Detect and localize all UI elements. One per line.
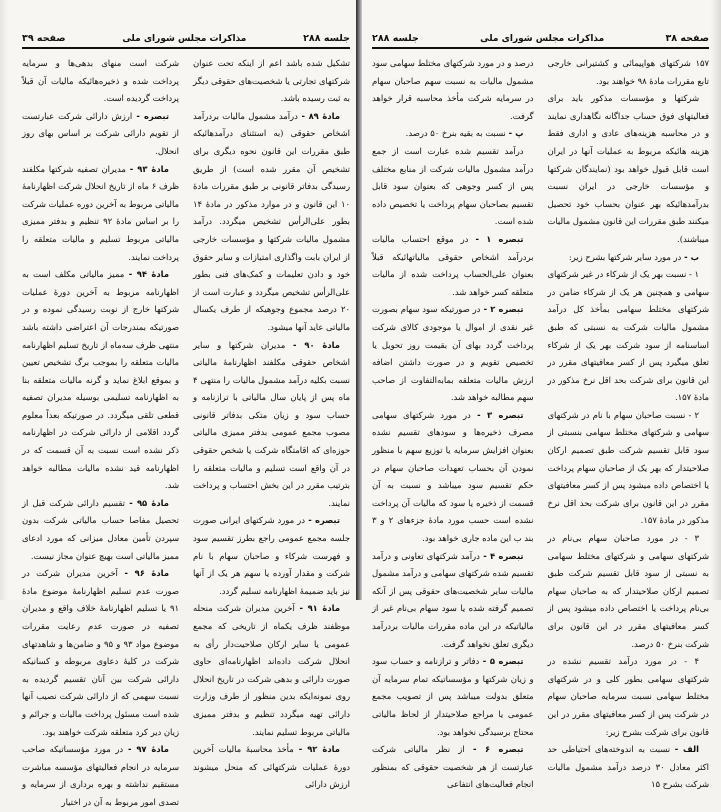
note-5: تبصره ۵ - دفاتر و ترازنامه و حساب سود و زیان شرکتها و مؤسساتیکه تمام سرمایه آن متعلق بدولت میباشد پس از تصویب مجمع عمومی یا مراجع صلاحیتدار از لحاظ مالیاتی محتاج برسیدگی نخواهد بود.: [372, 656, 534, 737]
note-1: تبصره ۱ - در موقع احتساب مالیات بردرآمد اشخاص حقوقی مالیاتهائیکه قبلاً بعنوان علی‌الحساب پرداخت شده از مالیات متعلقه کسر خواهد شد.: [372, 233, 534, 297]
page-number: صفحه ۳۹: [22, 33, 66, 44]
page-edge-shadow: [711, 0, 721, 600]
text-columns: [22, 55, 350, 812]
page-edge-shadow: [0, 0, 8, 600]
article-95: مادهٔ ۹۵ - تقسیم دارائی شرکت قبل از تحصیل مفاصا حساب مالیاتی شرکت بدون سپردن تأمین معادل میزانی که مورد ادعای ممیز مالیاتی است بهیچ عنوان مجاز نیست.: [22, 497, 179, 561]
session-label: جلسه ۲۸۸: [303, 33, 350, 44]
subclause-3: ۳ - در مورد صاحبان سهام بی‌نام در شرکتهای سهامی و شرکتهای مختلط سهامی به نسبتی از سود قابل تقسیم شرکت طبق تصمیم ارکان صلاحیتدار که به صاحبان سهام بی‌نام پرداخت یا اختصاص داده میشود پس از کسر معافیتهای مقرر در این قانون برای شرکت بنرخ ۵۰ درصد.: [547, 533, 709, 649]
session-label: جلسه ۲۸۸: [372, 33, 419, 44]
paragraph: درصد و در مورد شرکتهای مختلط سهامی سود مشمول مالیات به نسبت سهم صاحبان سهام در سرمایه شرکت مأخذ محاسبه قرار خواهد گرفت.: [372, 58, 534, 121]
article-91: مادهٔ ۹۱ - آخرین مدیران شرکت منحله موظفند ظرف یکماه از تاریخی که مجمع عمومی یا سایر ارکان صلاحیت‌دار رأی به انحلال شرکت داده‌اند اظهارنامه‌ای حاوی صورت دارائی و بدهی شرکت در تاریخ انحلال روی نمونه‌ایکه بدین منظور از طرف وزارت دارائی تهیه میگردد تنظیم و بدفتر ممیزی مالیاتی مربوط تسلیم نمایند.: [193, 603, 350, 737]
column-right: [548, 55, 710, 794]
page-number: صفحه ۳۸: [665, 33, 709, 44]
paragraph: شرکت است منهای بدهی‌ها و سرمایه پرداخت شده و ذخیره‌هائیکه مالیات آن قبلاً پرداخت گردیده است.: [22, 58, 179, 104]
column-left: [372, 55, 534, 794]
paragraph: شرکتها و مؤسسات مذکور باید برای فعالیتهای فوق حساب جداگانه نگاهداری نمایند و در محاسبه هزینه‌های عادی و اداری فقط هزینه هائیکه مربوط به عملیات آنها در ایران است قابل قبول خواهد بود (نمایندگان شرکتها و مؤسسات خارجی در ایران نسبت بدرآمدهائیکه بهر عنوان بحساب خود تحصیل میکنند طبق مقررات این قانون مشمول مالیات میباشند).: [547, 93, 709, 244]
article-93: مادهٔ ۹۳ - مدیران تصفیه شرکتها مکلفند ظرف ۶ ماه از تاریخ انحلال شرکت اظهارنامهٔ مالیاتی مربوط به آخرین دوره عملیات شرکت را بر اساس مادهٔ ۹۲ تنظیم و بدفتر ممیزی مالیاتی مربوط تسلیم و مالیات متعلقه را پرداخت نمایند.: [22, 163, 179, 262]
page-header: [372, 30, 709, 49]
paragraph: ۱۵۷ شرکتهای هواپیمائی و کشتیرانی خارجی تابع مقررات مادهٔ ۹۸ خواهند بود.: [547, 58, 709, 86]
article-92: مادهٔ ۹۲ - مأخذ محاسبهٔ مالیات آخرین دورهٔ عملیات شرکتهائی که منحل میشوند ارزش دارائی: [193, 744, 350, 790]
page-title: مذاکرات مجلس شورای ملی: [122, 34, 247, 44]
right-page: [358, 0, 721, 790]
article-94: مادهٔ ۹۴ - ممیز مالیاتی مکلف است به اظهارنامه مربوط به آخرین دورهٔ عملیات شرکتها خارج از نوبت رسیدگی نموده و در صورتیکه بمندرجات آن اعتراضی داشته باشد منتهی ظرف سه‌ماه از تاریخ تسلیم اظهارنامه مالیات متعلقه را بموجب برگ تشخیص تعیین و بموقع ابلاغ نماید و گرنه مالیات متعلقه بنا به اظهارنامه تسلیمی بوسیله مدیران تصفیه قطعی تلقی میگردد. در صورتیکه بعداً معلوم گردد اقلامی از دارائی شرکت در اظهارنامه ذکر نشده است نسبت به آن قسمت که در اظهارنامه قید نشده مالیات مطالبه خواهد شد.: [22, 269, 179, 491]
note-2: تبصره ۲ - در صورتیکه سود سهام بصورت غیر نقدی از اموال یا موجودی کالای شرکت پرداخت گردد بهای آن بقیمت روز تحویل یا تخصیص تقویم و در صورت داشتن اضافه ارزش مالیات متعلقه بمابه‌التفاوت از صاحب سهم مطالبه خواهد شد.: [372, 304, 534, 403]
page-header: [22, 30, 350, 49]
left-page: [0, 0, 358, 807]
note-4: تبصره ۴ - درآمد شرکتهای تعاونی و درآمد تقسیم شده شرکتهای سهامی و درآمد مشمول مالیات سایر شخصیت‌های حقوقی پس از آنکه تصمیم گرفته شده یا سود سهام بی‌نام غیر از مالیاتیکه در این ماده مقررات مالیات بردرآمد دیگری تعلق نخواهد گرفت.: [372, 550, 534, 649]
note: تبصره - ارزش دارائی شرکت عبارتست از تقویم دارائی شرکت بر اساس بهای روز انحلال.: [22, 110, 179, 156]
subclause-1: ۱ - نسبت بهر یک از شرکاء در غیر شرکتهای سهامی و همچنین هر یک از شرکاء ضامن در شرکتهای مختلط سهامی بمأخذ کل درآمد مشمول مالیات شرکت به نسبتی که طبق اساسنامه از سود شرکت بهر یک از شرکاء تعلق میگیرد پس از کسر معافیتهای مقرر در این قانون برای شرکت بحد اقل نرخ مذکور در مادهٔ ۱۵۷.: [547, 269, 709, 403]
book-gutter: [356, 0, 362, 600]
clause-pe: پ - نسبت به بقیه بنرخ ۵۰ درصد.: [405, 128, 524, 139]
text-columns: [372, 55, 709, 794]
article-96: مادهٔ ۹۶ - آخرین مدیران شرکت در صورت عدم تسلیم اظهارنامهٔ موضوع مادهٔ ۹۱ یا تسلیم اظهارنامهٔ خلاف واقع و مدیران تصفیه در صورت عدم رعایت مقررات موضوع مواد ۹۳ و ۹۵ و ضامن‌ها و شاهدتهای شرکت در کلیهٔ دعاوی مربوطه و کسانیکه دارائی شرکت بین آنان تقسیم گردیده به نسبت سهمی که از دارائی شرکت نصیب آنها شده است مسئول پرداخت مالیات و جرائم و زیان دیر کرد متعلقه شرکت خواهند بود.: [22, 568, 179, 737]
column-left: [22, 55, 179, 812]
article-89: مادهٔ ۸۹ - درآمد مشمول مالیات بردرآمد اشخاص حقوقی (به استثنای درآمدهائیکه طبق مقررات این قانون نحوه دیگری برای تشخیص آن مقرر شده است) از طریق رسیدگی بدفاتر قانونی بر طبق مقررات مادهٔ ۱۰ این قانون و در موارد مذکور در مادهٔ ۱۴ بطور علی‌الرأس تشخیص میگردد. درآمد مشمول مالیات شرکتها و مؤسسات خارجی از ایران بابت واگذاری امتیازات و سایر حقوق خود و دادن تعلیمات و کمک‌های فنی بطور علی‌الرأس تشخیص میگردد و عبارت است از ۲۰ درصد مجموع وجوهیکه از طرف یکسال مالیاتی عاید آنها میشود.: [193, 110, 350, 332]
paragraph: درآمد تقسیم شده عبارت است از جمع درآمد مشمول مالیات شرکت از منابع مختلف پس از کسر وجوهی که بعنوان سود قابل تقسیم بصاحبان سهام پرداخت یا تخصیص داده شده است.: [372, 145, 534, 227]
paragraph: تشکیل شده باشد اعم از اینکه تحت عنوان شرکتهای تجارتی یا شخصیت‌های حقوقی دیگر به ثبت رسیده باشد.: [193, 58, 350, 104]
clause-b: ب - در مورد سایر شرکتها بشرح زیر:: [568, 251, 699, 262]
page-title: مذاکرات مجلس شورای ملی: [480, 34, 605, 44]
note: تبصره - در مورد شرکتهای ایرانی صورت جلسه مجمع عمومی راجع بطرز تقسیم سود و فهرست شرکاء و صاحبان سهام با نام شرکت و مقدار آورده یا سهم هر یک از آنها نیز باید ضمیمهٔ اظهارنامه تسلیم گردد.: [193, 515, 350, 596]
article-90: مادهٔ ۹۰ - مدیران شرکتها و سایر اشخاص حقوقی مکلفند اظهارنامهٔ مالیاتی نسبت بکلیه درآمد مشمول مالیات را منتهی ۴ ماه پس از پایان سال مالیاتی با ترازنامه و حساب سود و زیان متکی بدفاتر قانونی مصوب مجمع عمومی بدفتر ممیزی مالیاتی حوزه‌ای که اقامتگاه شرکت یا شخص حقوقی در آن واقع است تسلیم و مالیات متعلقه را بترتیب مقرر در این بخش احتساب و پرداخت نمایند.: [193, 339, 350, 508]
subclause-4: ۴ - در مورد درآمد تقسیم نشده در شرکتهای سهامی بطور کلی و در شرکتهای مختلط سهامی نسبت سرمایه صاحبان سهام در شرکت پس از کسر معافیتهای مقرر در این قانون برای شرکت بشرح زیر:: [547, 656, 709, 737]
subclause-2: ۲ - نسبت صاحبان سهام با نام در شرکتهای سهامی و شرکتهای مختلط سهامی بنسبتی از سود قابل تقسیم شرکت طبق تصمیم ارکان صلاحیتدار که بهر یک از صاحبان سهام پرداخت یا اختصاص داده میشود پس از کسر معافیتهای مقرر در این قانون برای شرکت بحد اقل نرخ مذکور در مادهٔ ۱۵۷.: [547, 409, 709, 526]
column-right: [193, 55, 350, 812]
article-97: مادهٔ ۹۷ - در مورد مؤسساتیکه صاحب سرمایه در انجام فعالیتهای مؤسسه مباشرت مستقیم نداشته و بهره برداری از سرمایه و تصدی امور مربوط به آن در اختیار: [22, 744, 179, 807]
note-3: تبصره ۳ - در مورد شرکتهای سهامی مصرف ذخیره‌ها و سودهای تقسیم نشده بعنوان افزایش سرمایه یا توزیع سهم با منظور نمودن آن بحساب تعهدات صاحبان سهام در حکم تقسیم سود میباشد و نسبت به آن قسمت از ذخیره یا سود که مالیات آن پرداخت نشده است حسب مورد مادهٔ جزءهای ۲ و ۳ بند ب این ماده جاری خواهد بود.: [372, 409, 534, 544]
note-6: تبصره ۶ - از نظر مالیاتی شرکت عبارتست از هر شخصیت حقوقی که بمنظور انجام فعالیت‌های انتفاعی: [372, 744, 534, 790]
clause-alef: الف - نسبت به اندوخته‌های احتیاطی حد اکثر معادل ۳۰ درصد درآمد مشمول مالیات شرکت بشرح ۱۵: [547, 744, 709, 790]
